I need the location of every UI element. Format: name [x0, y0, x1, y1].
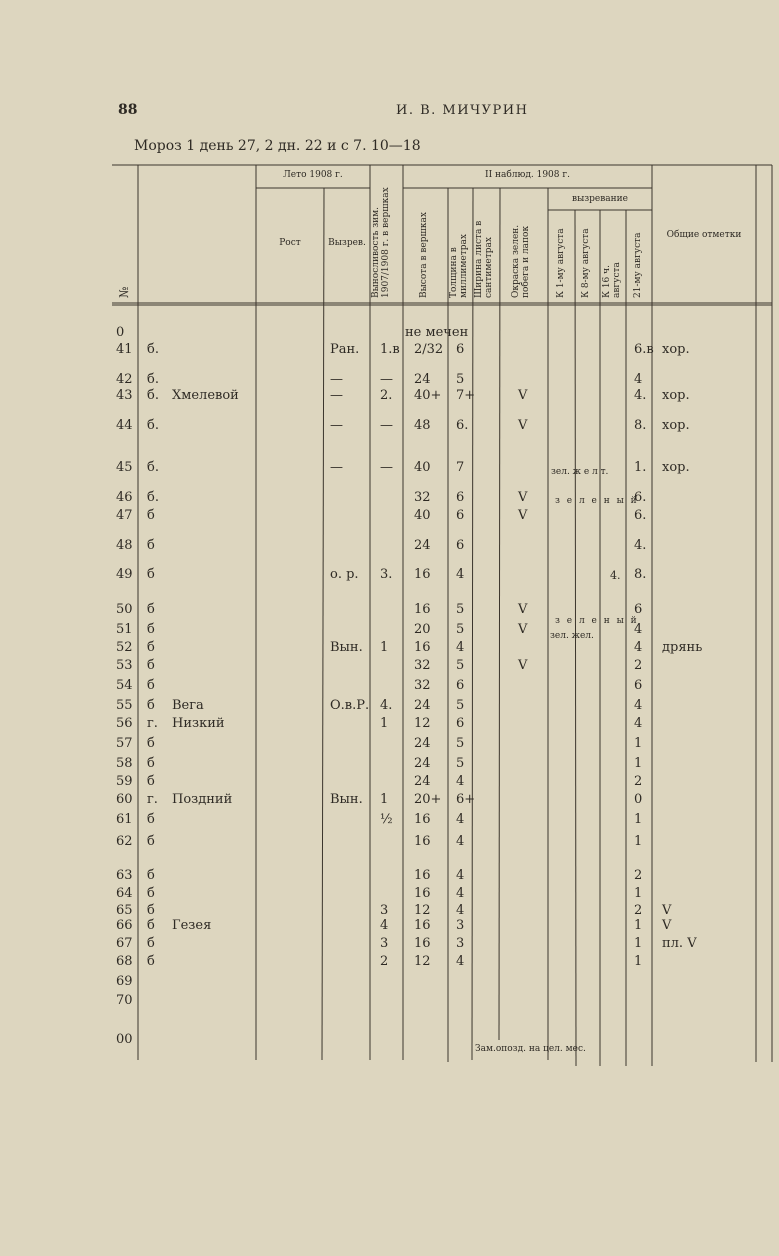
cell-aug21: 2 — [634, 774, 643, 789]
cell-mark: б — [147, 774, 155, 789]
cell-num: 41 — [116, 342, 133, 357]
cell-aug21: 6. — [634, 490, 647, 505]
cell-mark: б — [147, 658, 155, 673]
cell-remark: хор. — [662, 418, 690, 433]
cell-thick: 5 — [456, 658, 465, 673]
cell-num: 63 — [116, 868, 133, 883]
cell-rip: — — [330, 460, 343, 475]
cell-color: V — [518, 388, 528, 403]
cell-aug21: 2 — [634, 903, 643, 918]
cell-remark: хор. — [662, 342, 690, 357]
cell-remark: V — [662, 918, 672, 933]
cell-num: 60 — [116, 792, 133, 807]
header-vyzrevanie: вызревание — [572, 194, 628, 204]
cell-end: 1 — [380, 716, 389, 731]
cell-mark: б — [147, 678, 155, 693]
cell-mark: г. — [147, 716, 158, 731]
cell-height: 16 — [414, 834, 431, 849]
footer-note: Зам.опозд. на цел. мес. — [475, 1044, 586, 1054]
cell-end: 3 — [380, 903, 389, 918]
cell-num: 64 — [116, 886, 133, 901]
cell-height: 40 — [414, 460, 431, 475]
header-endurance: Выносливость зим. 1907/1908 г. в вершках — [371, 187, 391, 298]
cell-height: 16 — [414, 640, 431, 655]
cell-thick: 6 — [456, 508, 465, 523]
cell-mark: б — [147, 640, 155, 655]
cell-aug21: 6 — [634, 602, 643, 617]
cell-num: 55 — [116, 698, 133, 713]
cell-mark: б. — [147, 372, 159, 387]
cell-height: 24 — [414, 774, 431, 789]
cell-height: 32 — [414, 490, 431, 505]
cell-mark: б — [147, 834, 155, 849]
cell-color: V — [518, 508, 528, 523]
cell-aug21: 6.в — [634, 342, 654, 357]
cell-aug21: 1 — [634, 812, 643, 827]
cell-thick: 4 — [456, 834, 465, 849]
cell-height: 16 — [414, 812, 431, 827]
cell-end: 2. — [380, 388, 393, 403]
cell-mark: б — [147, 602, 155, 617]
cell-height: 16 — [414, 567, 431, 582]
header-aug21: 21-му августа — [633, 232, 643, 298]
cell-mark: б — [147, 936, 155, 951]
cell-num: 52 — [116, 640, 133, 655]
cell-remark: пл. V — [662, 936, 697, 951]
cell-height: 24 — [414, 736, 431, 751]
cell-height: 12 — [414, 903, 431, 918]
cell-end: 4 — [380, 918, 389, 933]
cell-name: Хмелевой — [172, 388, 239, 403]
cell-thick: 7+ — [456, 388, 476, 403]
header-thickness: Толщина в миллиметрах — [449, 234, 469, 298]
cell-num: 54 — [116, 678, 133, 693]
cell-thick: 4 — [456, 567, 465, 582]
cell-thick: 4 — [456, 774, 465, 789]
cell-rip: — — [330, 388, 343, 403]
cell-aug21: 1 — [634, 936, 643, 951]
cell-rip: — — [330, 372, 343, 387]
header-ripening: Вызрев. — [328, 238, 366, 248]
cell-num: 51 — [116, 622, 133, 637]
cell-mark: б. — [147, 342, 159, 357]
cell-num: 48 — [116, 538, 133, 553]
cell-num: 00 — [116, 1032, 133, 1047]
cell-height: 20+ — [414, 792, 442, 807]
cell-name: Вега — [172, 698, 204, 713]
cell-aug21: 1 — [634, 756, 643, 771]
cell-rip: о. р. — [330, 567, 359, 582]
cell-aug21: 6 — [634, 678, 643, 693]
cell-height: 32 — [414, 658, 431, 673]
cell-thick: 3 — [456, 918, 465, 933]
cell-height: 24 — [414, 698, 431, 713]
cell-end: 1 — [380, 792, 389, 807]
cell-height: 20 — [414, 622, 431, 637]
cell-num: 61 — [116, 812, 133, 827]
header-growth: Рост — [279, 238, 301, 248]
cell-mark: б. — [147, 490, 159, 505]
cell-thick: 5 — [456, 602, 465, 617]
cell-num: 68 — [116, 954, 133, 969]
cell-mark: б — [147, 918, 155, 933]
cell-height: 16 — [414, 886, 431, 901]
cell-num: 0 — [116, 325, 125, 340]
cell-rip: Вын. — [330, 640, 363, 655]
cell-mark: б — [147, 812, 155, 827]
annotation-row45: зел. ж е л т. — [551, 467, 609, 477]
cell-thick: 5 — [456, 372, 465, 387]
cell-mark: б — [147, 886, 155, 901]
cell-name: Низкий — [172, 716, 225, 731]
cell-num: 59 — [116, 774, 133, 789]
cell-num: 66 — [116, 918, 133, 933]
cell-thick: 6 — [456, 342, 465, 357]
cell-aug21: 4 — [634, 698, 643, 713]
cell-name: Гезея — [172, 918, 212, 933]
cell-height: 40+ — [414, 388, 442, 403]
cell-height: 12 — [414, 716, 431, 731]
cell-end: 1.в — [380, 342, 400, 357]
cell-aug21: 4 — [634, 716, 643, 731]
header-color: Окраска зелен. побега и лапок — [511, 224, 531, 298]
cell-thick: 5 — [456, 756, 465, 771]
cell-num: 43 — [116, 388, 133, 403]
cell-aug21: 4 — [634, 622, 643, 637]
cell-height: 16 — [414, 602, 431, 617]
header-aug16: К 16 ч. августа — [602, 262, 622, 298]
cell-mark: б. — [147, 460, 159, 475]
cell-aug21: 1 — [634, 736, 643, 751]
cell-thick: 4 — [456, 640, 465, 655]
cell-end: 3 — [380, 936, 389, 951]
cell-aug21: 4 — [634, 372, 643, 387]
cell-aug21: 8. — [634, 418, 647, 433]
cell-num: 42 — [116, 372, 133, 387]
cell-height: не мечен — [405, 325, 469, 340]
cell-mark: б — [147, 756, 155, 771]
header-summer: Лето 1908 г. — [283, 170, 343, 180]
cell-num: 67 — [116, 936, 133, 951]
cell-aug21: 4 — [634, 640, 643, 655]
header-num: № — [117, 286, 131, 298]
cell-num: 57 — [116, 736, 133, 751]
cell-end: — — [380, 418, 393, 433]
annotation-row50: з е л е н ы й — [555, 616, 639, 626]
cell-aug21: 1 — [634, 954, 643, 969]
cell-thick: 5 — [456, 622, 465, 637]
cell-color: V — [518, 622, 528, 637]
cell-thick: 5 — [456, 698, 465, 713]
cell-thick: 6 — [456, 490, 465, 505]
cell-rip: Ран. — [330, 342, 360, 357]
page-number: 88 — [118, 102, 138, 118]
cell-mark: б — [147, 736, 155, 751]
annotation-row51: зел. жел. — [550, 631, 594, 641]
cell-mark: б — [147, 567, 155, 582]
cell-thick: 6+ — [456, 792, 476, 807]
cell-aug21: 1 — [634, 834, 643, 849]
cell-remark: дрянь — [662, 640, 703, 655]
cell-num: 62 — [116, 834, 133, 849]
cell-remark: хор. — [662, 460, 690, 475]
cell-mark: б — [147, 868, 155, 883]
cell-num: 69 — [116, 974, 133, 989]
cell-height: 24 — [414, 538, 431, 553]
cell-end: — — [380, 372, 393, 387]
header-remarks: Общие отметки — [666, 230, 742, 240]
cell-rip: — — [330, 418, 343, 433]
cell-num: 50 — [116, 602, 133, 617]
cell-height: 16 — [414, 918, 431, 933]
cell-mark: б. — [147, 418, 159, 433]
cell-end: 2 — [380, 954, 389, 969]
running-title: И. В. МИЧУРИН — [396, 103, 529, 118]
cell-aug21: 8. — [634, 567, 647, 582]
annotation-row46: з е л е н ы й — [555, 496, 639, 506]
cell-aug21: 4. — [634, 538, 647, 553]
cell-thick: 6. — [456, 418, 469, 433]
header-height: Высота в вершках — [419, 212, 429, 298]
cell-end: 1 — [380, 640, 389, 655]
cell-height: 16 — [414, 936, 431, 951]
cell-color: V — [518, 490, 528, 505]
cell-mark: б — [147, 622, 155, 637]
cell-num: 65 — [116, 903, 133, 918]
header-observation: II наблюд. 1908 г. — [485, 170, 570, 180]
cell-end: ½ — [380, 812, 393, 827]
cell-height: 48 — [414, 418, 431, 433]
cell-end: — — [380, 460, 393, 475]
header-aug8: К 8-му августа — [581, 228, 591, 298]
frost-note: Мороз 1 день 27, 2 дн. 22 и с 7. 10—18 — [134, 138, 421, 154]
cell-mark: б — [147, 954, 155, 969]
cell-height: 32 — [414, 678, 431, 693]
cell-rip: О.в.Р. — [330, 698, 370, 713]
cell-height: 2/32 — [414, 342, 444, 357]
annotation-row49: 4. — [610, 569, 621, 582]
cell-num: 47 — [116, 508, 133, 523]
cell-aug21: 6. — [634, 508, 647, 523]
cell-num: 44 — [116, 418, 133, 433]
cell-num: 56 — [116, 716, 133, 731]
cell-aug21: 1 — [634, 886, 643, 901]
cell-aug21: 1. — [634, 460, 647, 475]
cell-aug21: 0 — [634, 792, 643, 807]
cell-end: 3. — [380, 567, 393, 582]
header-leaf-width: Ширина листа в сантиметрах — [474, 220, 494, 298]
cell-rip: Вын. — [330, 792, 363, 807]
cell-aug21: 1 — [634, 918, 643, 933]
cell-thick: 4 — [456, 886, 465, 901]
cell-num: 70 — [116, 993, 133, 1008]
cell-aug21: 2 — [634, 658, 643, 673]
cell-thick: 6 — [456, 678, 465, 693]
cell-thick: 4 — [456, 954, 465, 969]
cell-mark: б — [147, 903, 155, 918]
header-aug1: К 1-му августа — [556, 228, 566, 298]
cell-thick: 7 — [456, 460, 465, 475]
cell-height: 24 — [414, 372, 431, 387]
cell-thick: 5 — [456, 736, 465, 751]
cell-end: 4. — [380, 698, 393, 713]
cell-name: Поздний — [172, 792, 233, 807]
cell-thick: 4 — [456, 812, 465, 827]
cell-mark: б — [147, 508, 155, 523]
cell-mark: б. — [147, 388, 159, 403]
cell-thick: 3 — [456, 936, 465, 951]
cell-color: V — [518, 658, 528, 673]
cell-color: V — [518, 418, 528, 433]
cell-height: 40 — [414, 508, 431, 523]
cell-num: 53 — [116, 658, 133, 673]
cell-mark: г. — [147, 792, 158, 807]
cell-remark: V — [662, 903, 672, 918]
cell-aug21: 2 — [634, 868, 643, 883]
cell-height: 16 — [414, 868, 431, 883]
cell-aug21: 4. — [634, 388, 647, 403]
cell-remark: хор. — [662, 388, 690, 403]
cell-height: 12 — [414, 954, 431, 969]
cell-mark: б — [147, 698, 155, 713]
cell-thick: 4 — [456, 868, 465, 883]
cell-thick: 6 — [456, 538, 465, 553]
cell-height: 24 — [414, 756, 431, 771]
cell-color: V — [518, 602, 528, 617]
cell-mark: б — [147, 538, 155, 553]
cell-num: 58 — [116, 756, 133, 771]
cell-num: 49 — [116, 567, 133, 582]
cell-num: 45 — [116, 460, 133, 475]
cell-num: 46 — [116, 490, 133, 505]
cell-thick: 6 — [456, 716, 465, 731]
cell-thick: 4 — [456, 903, 465, 918]
